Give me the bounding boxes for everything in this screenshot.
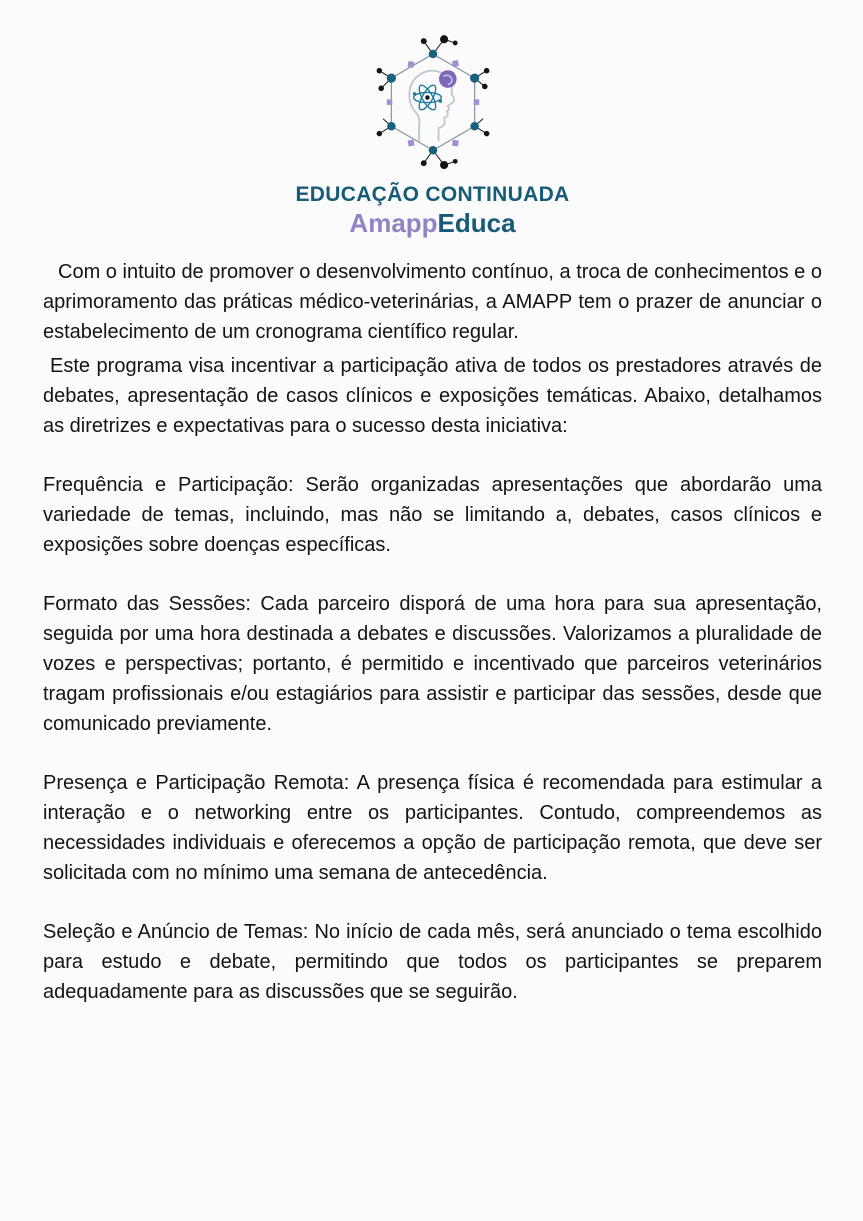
amapp-educa-logo: [359, 30, 507, 178]
paragraph-programa: Este programa visa incentivar a participação ativa de todos os prestadores através de debates, apresentação de casos clínicos e exposições temáticas. Abaixo, detalhamos as diretrizes e expectativas para o sucesso desta iniciativa:: [43, 354, 822, 437]
hexagon-molecule-head-atom-logo-icon: [359, 30, 507, 178]
paragraph-intro: Com o intuito de promover o desenvolvimento contínuo, a troca de conhecimentos e o aprimoramento das práticas médico-veterinárias, a AMAPP tem o prazer de anunciar o estabelecimento de um cronograma científico regular.: [43, 260, 822, 343]
brain-swirl-icon: [439, 70, 457, 88]
paragraph-presenca-remota: Presença e Participação Remota: A presença física é recomendada para estimular a interação e o networking entre os participantes. Contudo, compreendemos as necessidades individuais e oferecemos a opção de participação remota, que deve ser solicitada com no mínimo uma semana de antecedência.: [43, 771, 822, 884]
brand-name: [43, 209, 822, 239]
paragraph-formato-sessoes: Formato das Sessões: Cada parceiro disporá de uma hora para sua apresentação, seguida por uma hora destinada a debates e discussões. Valorizamos a pluralidade de vozes e perspectivas; portanto, é permitido e incentivado que parceiros veterinários tragam profissionais e/ou estagiários para assistir e participar das sessões, desde que comunicado previamente.: [43, 592, 822, 735]
paragraph-frequencia-participacao: Frequência e Participação: Serão organizadas apresentações que abordarão uma variedade de temas, incluindo, mas não se limitando a, debates, casos clínicos e exposições sobre doenças específicas.: [43, 473, 822, 556]
document-body: [43, 257, 822, 1007]
document-header: [43, 30, 822, 239]
paragraph-selecao-temas: Seleção e Anúncio de Temas: No início de cada mês, será anunciado o tema escolhido para estudo e debate, permitindo que todos os participantes se preparem adequadamente para as discussões que se seguirão.: [43, 920, 822, 1003]
atom-nucleus: [425, 95, 429, 99]
page-title: EDUCAÇÃO CONTINUADA: [295, 183, 570, 206]
brand-amapp: Amapp: [349, 208, 438, 238]
brand-educa: Educa: [437, 208, 516, 238]
